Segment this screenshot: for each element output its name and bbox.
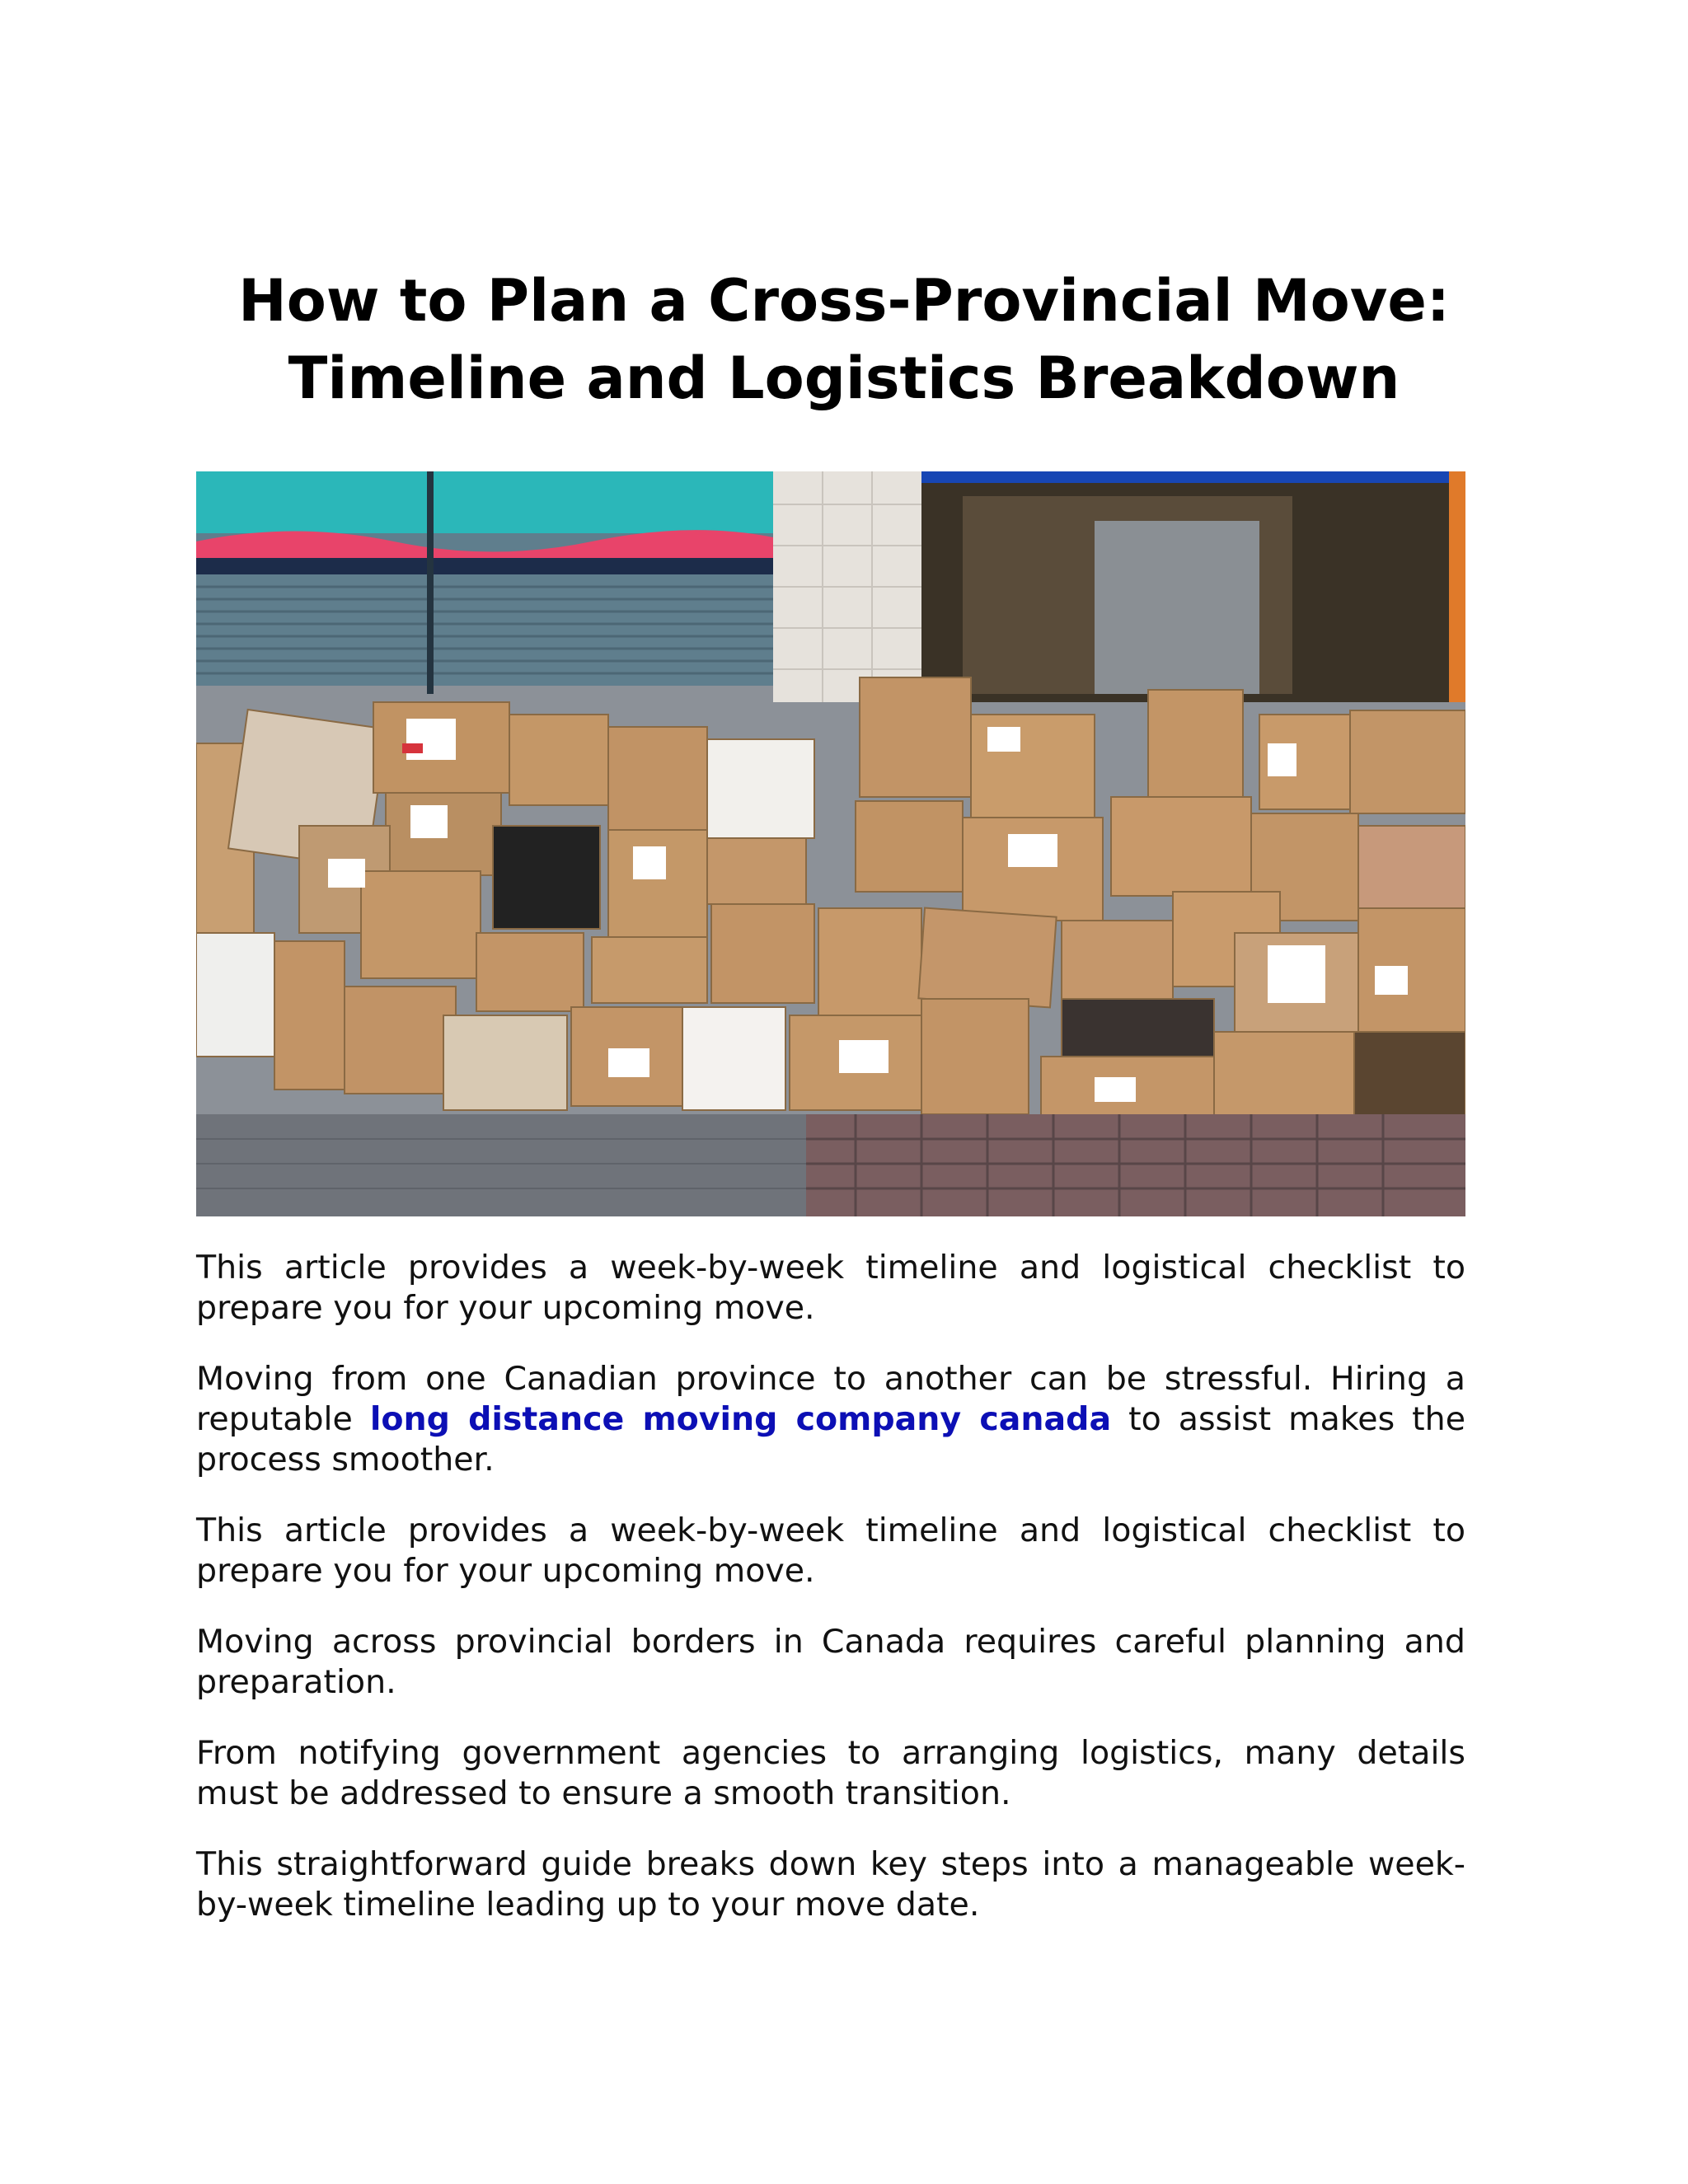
paragraph-1: This article provides a week-by-week timeline and logistical checklist to prepare you for your upcoming move. bbox=[196, 1249, 1465, 1327]
page-title bbox=[196, 262, 1492, 417]
article-body bbox=[196, 1248, 1465, 1956]
paragraph-5: From notifying government agencies to arranging logistics, many details must be addressed to ensure a smooth transition. bbox=[196, 1734, 1465, 1812]
moving-company-link[interactable]: long distance moving company canada bbox=[369, 1400, 1112, 1438]
paragraph-2-before-link: Moving from one Canadian province to another can be stressful. Hiring a reputable bbox=[196, 1360, 1465, 1438]
paragraph-2 bbox=[196, 1359, 1465, 1480]
title-line-1: How to Plan a Cross-Provincial Move: bbox=[238, 267, 1450, 335]
paragraph-2-after-link: to assist makes the process smoother. bbox=[196, 1400, 1465, 1479]
paragraph-4: Moving across provincial borders in Canada requires careful planning and preparation. bbox=[196, 1623, 1465, 1701]
paragraph-3: This article provides a week-by-week timeline and logistical checklist to prepare you for your upcoming move. bbox=[196, 1511, 1465, 1590]
hero-image bbox=[196, 471, 1465, 1216]
title-line-2: Timeline and Logistics Breakdown bbox=[288, 344, 1400, 412]
paragraph-6: This straightforward guide breaks down key steps into a manageable week-by-week timeline leading up to your move date. bbox=[196, 1845, 1465, 1924]
